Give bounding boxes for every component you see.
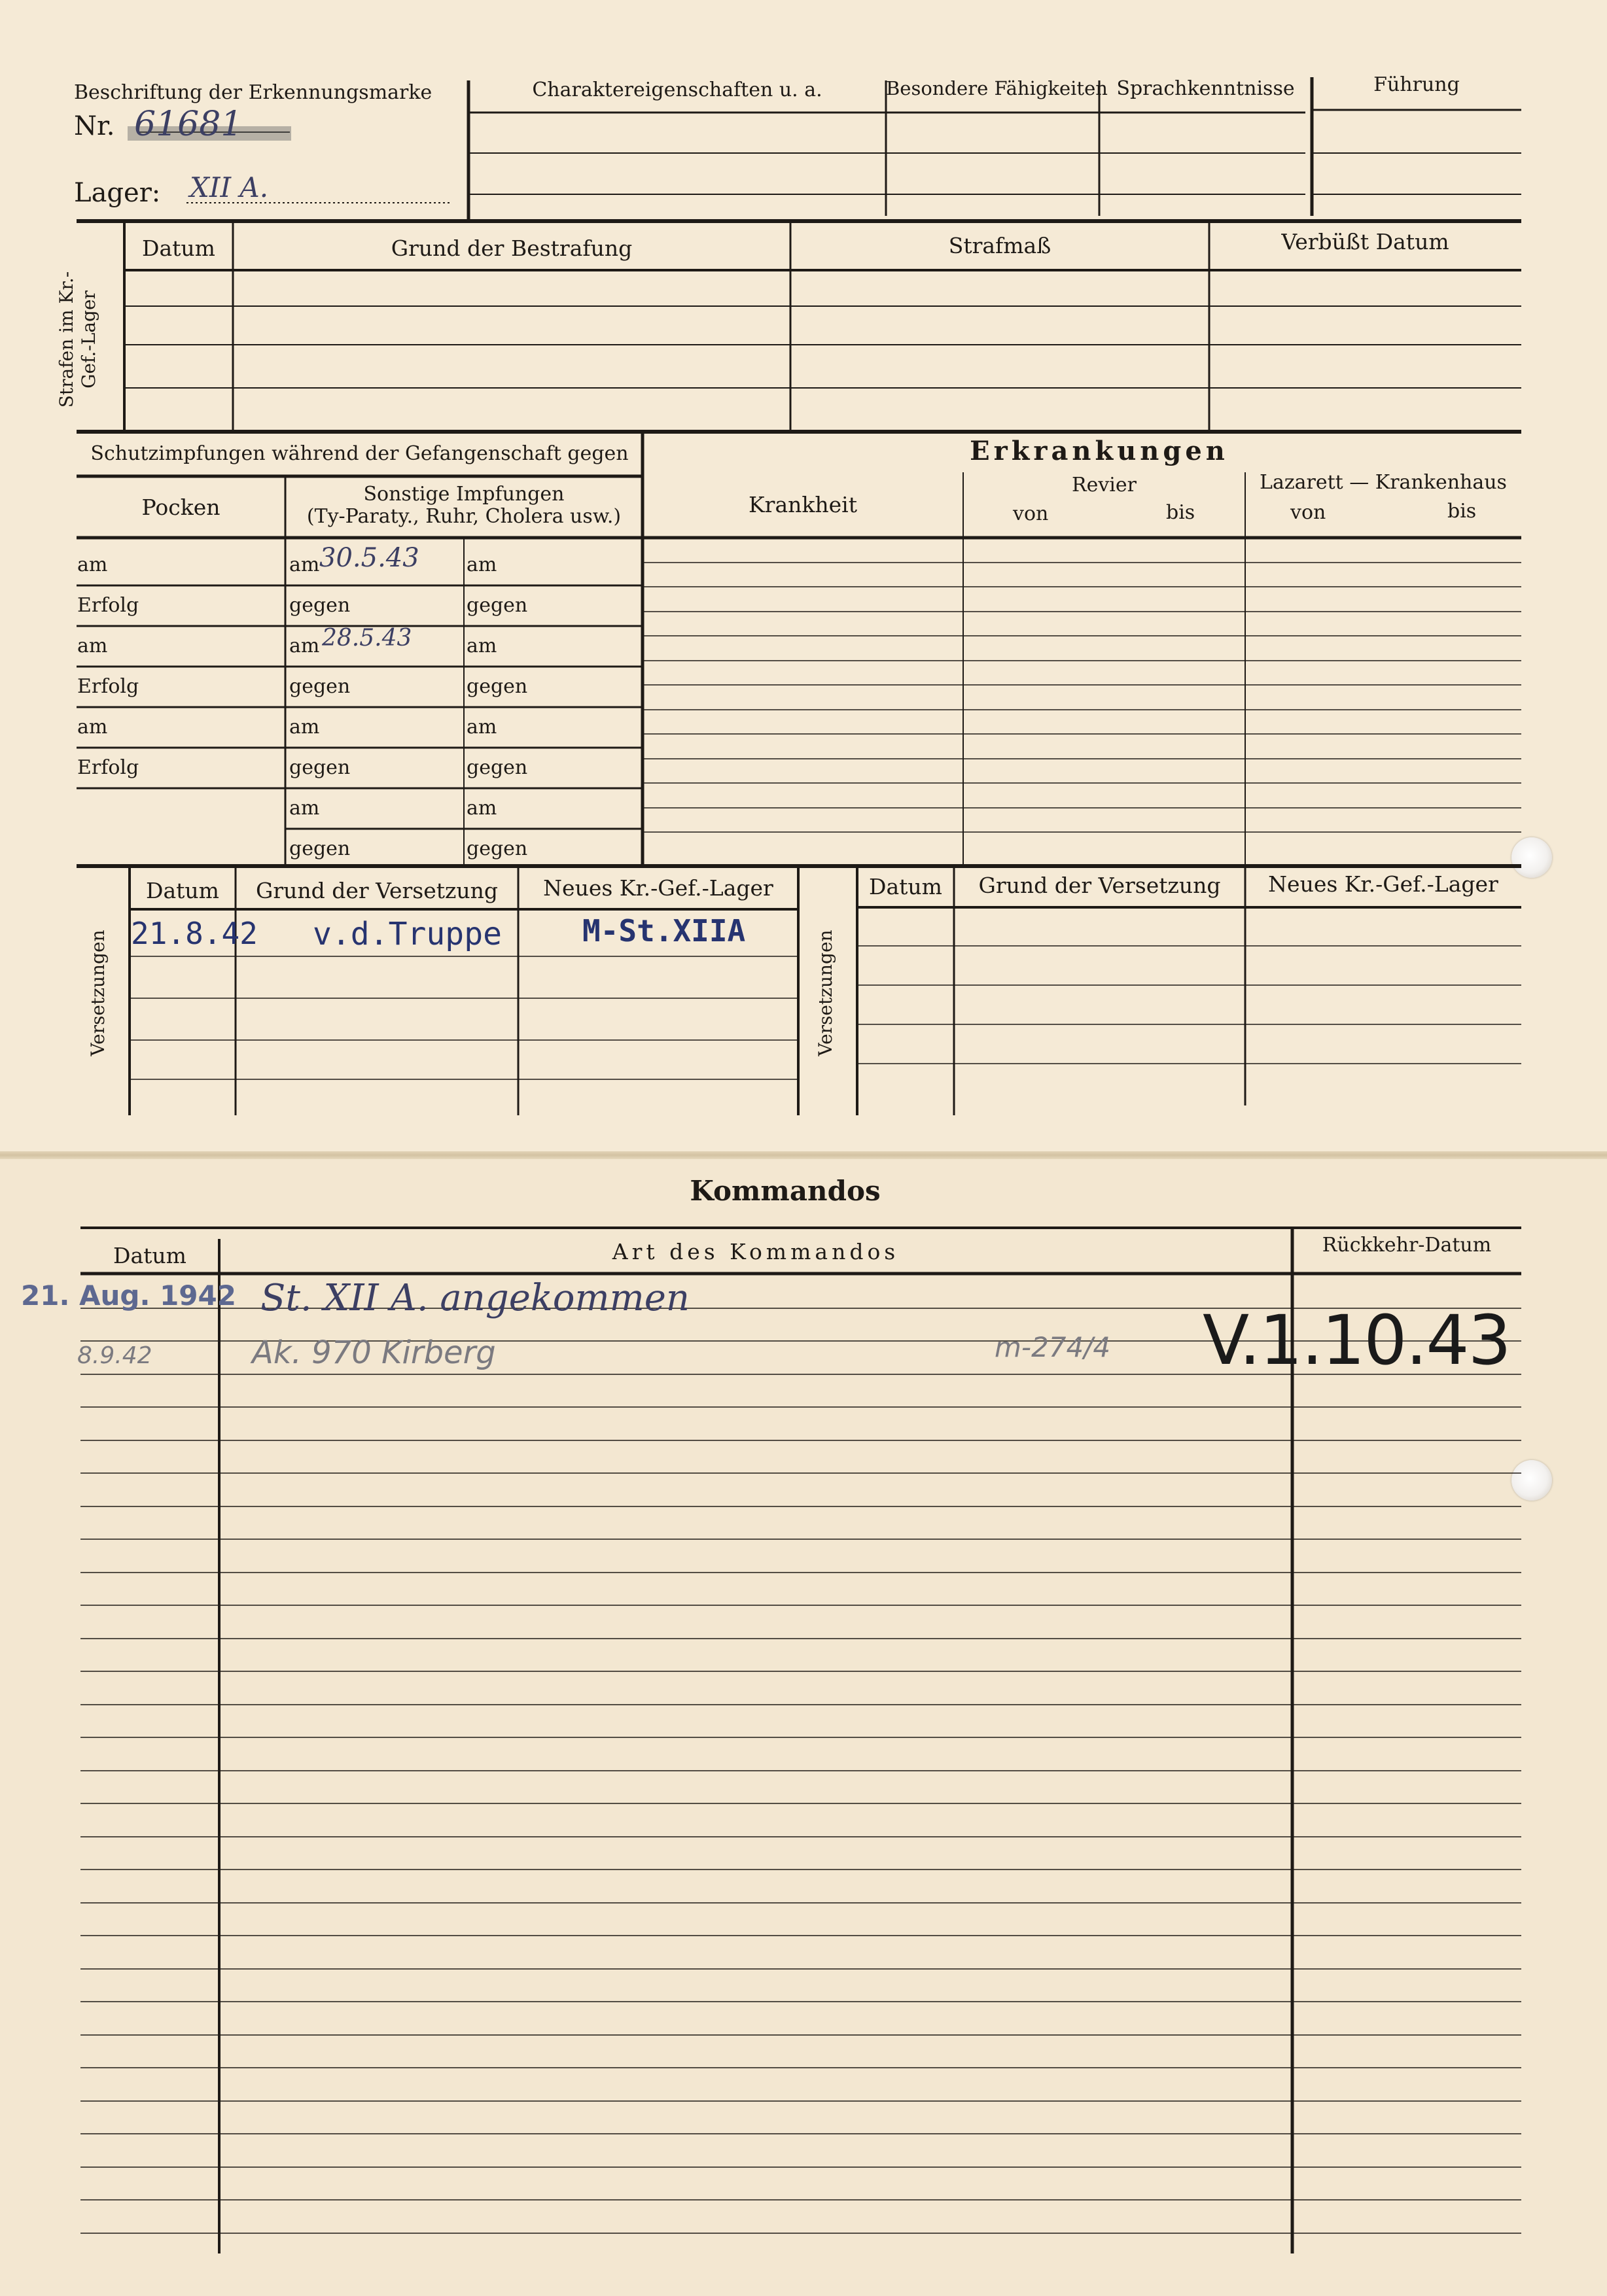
header-fuehrung: Führung — [1373, 73, 1460, 96]
impfungen-pocken: Pocken — [141, 495, 221, 520]
impf-left-row: gegen — [289, 837, 351, 860]
impf-right-row: am — [467, 716, 497, 739]
pocken-row-erfolg: Erfolg — [77, 594, 139, 617]
kommando-row1-text: St. XII A. angekommen — [260, 1277, 690, 1319]
strafen-header-grund: Grund der Bestrafung — [391, 235, 633, 261]
strafen-header-datum: Datum — [142, 235, 215, 261]
pocken-row-am: am — [77, 635, 108, 657]
impf-date-1: 30.5.43 — [319, 543, 419, 573]
impfungen-title: Schutzimpfungen während der Gefangenschaft gegen — [90, 442, 629, 465]
pocken-row-erfolg: Erfolg — [77, 756, 139, 779]
impf-right-row: am — [467, 797, 497, 820]
impf-left-row: am — [289, 716, 320, 739]
erkrankungen-title: Erkrankungen — [970, 436, 1229, 466]
strafen-side-label-1: Strafen im Kr.- — [56, 271, 77, 408]
versetzungen-side-label-right: Versetzungen — [815, 930, 836, 1056]
impf-date-2: 28.5.43 — [322, 625, 412, 652]
vers-left-header-grund: Grund der Versetzung — [255, 878, 499, 903]
rueckkehr-stamp: V.1.10.43 — [1203, 1300, 1510, 1380]
impf-left-row: am — [289, 553, 320, 576]
strafen-side-label-2: Gef.-Lager — [78, 290, 99, 389]
erkrankungen-revier: Revier — [1072, 474, 1137, 496]
header-faehigkeiten: Besondere Fähigkeiten — [886, 77, 1108, 99]
impf-left-row: am — [289, 635, 320, 657]
impfungen-sonstige-2: (Ty-Paraty., Ruhr, Cholera usw.) — [306, 505, 622, 528]
lazarett-von: von — [1290, 501, 1326, 524]
vers-right-header-grund: Grund der Versetzung — [978, 873, 1221, 898]
vers-left-header-datum: Datum — [146, 878, 219, 903]
header-charakter: Charaktereigenschaften u. a. — [532, 78, 822, 101]
impf-right-row: gegen — [467, 594, 528, 617]
versetzungen-side-label-left: Versetzungen — [87, 930, 109, 1056]
impf-left-row: gegen — [289, 675, 351, 698]
kommando-row2-note: m-274/4 — [995, 1331, 1111, 1363]
vers-right-header-lager: Neues Kr.-Gef.-Lager — [1268, 871, 1498, 897]
strafen-side-label — [56, 245, 108, 434]
nr-label: Nr. — [74, 111, 115, 141]
kommandos-header-datum: Datum — [113, 1243, 186, 1268]
impf-right-row: gegen — [467, 837, 528, 860]
kommandos-header-rueckkehr: Rückkehr-Datum — [1322, 1234, 1492, 1257]
impf-right-row: gegen — [467, 756, 528, 779]
lager-label: Lager: — [74, 178, 161, 208]
nr-value: 61681 — [134, 105, 243, 144]
vers-entry-grund: v.d.Truppe — [313, 916, 502, 952]
revier-von: von — [1013, 502, 1049, 525]
pocken-row-am: am — [77, 716, 108, 739]
impf-right-row: am — [467, 553, 497, 576]
strafen-header-verbuesst: Verbüßt Datum — [1281, 229, 1449, 254]
marke-title: Beschriftung der Erkennungsmarke — [74, 81, 433, 104]
vers-entry-lager: M-St.XIIA — [582, 913, 746, 948]
erkrankungen-krankheit: Krankheit — [749, 492, 857, 517]
pocken-row-am: am — [77, 553, 108, 576]
impf-left-row: gegen — [289, 594, 351, 617]
kommando-row1-date: 21. Aug. 1942 — [21, 1279, 236, 1312]
kommandos-header-art: Art des Kommandos — [612, 1239, 900, 1264]
lager-value: XII A. — [190, 171, 269, 203]
erkrankungen-lazarett: Lazarett — Krankenhaus — [1260, 471, 1507, 494]
strafen-header-strafmass: Strafmaß — [948, 233, 1051, 258]
pocken-row-erfolg: Erfolg — [77, 675, 139, 698]
header-sprachen: Sprachkenntnisse — [1116, 77, 1295, 100]
vers-entry-date: 21.8.42 — [131, 916, 258, 951]
revier-bis: bis — [1166, 501, 1195, 524]
vers-right-header-datum: Datum — [869, 874, 942, 899]
impf-left-row: am — [289, 797, 320, 820]
kommando-row2-text: Ak. 970 Kirberg — [252, 1334, 496, 1371]
kommando-row2-date: 8.9.42 — [77, 1342, 152, 1369]
lazarett-bis: bis — [1447, 500, 1477, 523]
vers-left-header-lager: Neues Kr.-Gef.-Lager — [543, 875, 773, 901]
impf-right-row: am — [467, 635, 497, 657]
impf-right-row: gegen — [467, 675, 528, 698]
kommandos-title: Kommandos — [690, 1175, 881, 1207]
impfungen-sonstige-1: Sonstige Impfungen — [363, 483, 565, 506]
impf-left-row: gegen — [289, 756, 351, 779]
